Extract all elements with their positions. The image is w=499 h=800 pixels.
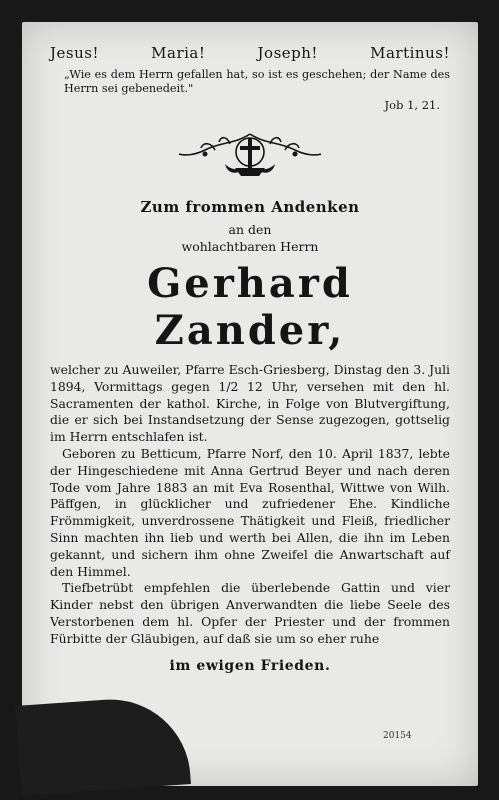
paragraph-death-notice: welcher zu Auweiler, Pfarre Esch-Griesberg, Dinstag den 3. Juli 1894, Vormittags gegen 1/2 12 Uhr, versehen mit den hl. Sacramenten der kathol. Kirche, in Folge von Blutvergiftung, die er sich bei Instandsetzung der Sense zugezogen, gottselig im Herrn entschlafen ist.: [50, 362, 450, 445]
bible-verse: „Wie es dem Herrn gefallen hat, so ist es geschehen; der Name des Herrn sei gebenedeit.": [64, 68, 450, 95]
verse-reference: Job 1, 21.: [384, 98, 440, 112]
paragraph-biography: Geboren zu Betticum, Pfarre Norf, den 10. April 1837, lebte der Hingeschiedene mit Anna Gertrud Beyer und nach deren Tode vom Jahre 1883 an mit Eva Rosenthal, Wittwe von Wilh. Päffgen, in glücklicher und zufriedener Ehe. Kindliche Frömmigkeit, unverdrossene Thätigkeit und Fleiß, friedlicher Sinn machten ihn lieb und werth bei Allen, die ihn im Leben gekannt, und sichern ihm ohne Zweifel die Anwartschaft auf den Himmel.: [50, 445, 450, 579]
invocation-maria: Maria!: [151, 44, 206, 62]
line-wohlachtbaren-herrn: wohlachtbaren Herrn: [181, 239, 319, 254]
print-number: 20154: [383, 731, 412, 741]
invocation-jesus: Jesus!: [50, 44, 99, 62]
line-an-den: an den: [228, 222, 272, 237]
closing-line: im ewigen Frieden.: [169, 657, 331, 674]
paragraph-prayer-request: Tiefbetrübt empfehlen die überlebende Gattin und vier Kinder nebst den übrigen Anverwandten die liebe Seele des Verstorbenen dem hl. Opfer der Priester und der frommen Fürbitte der Gläubigen, auf daß sie um so eher ruhe: [50, 580, 450, 646]
heading-in-memory: Zum frommen Andenken: [140, 198, 360, 216]
cross-ornament-icon: [175, 124, 325, 184]
card-text: [50, 44, 450, 674]
invocation-joseph: Joseph!: [257, 44, 318, 62]
invocation-martinus: Martinus!: [370, 44, 450, 62]
deceased-name: Gerhard Zander,: [147, 260, 353, 354]
invocation-line: [50, 44, 450, 62]
